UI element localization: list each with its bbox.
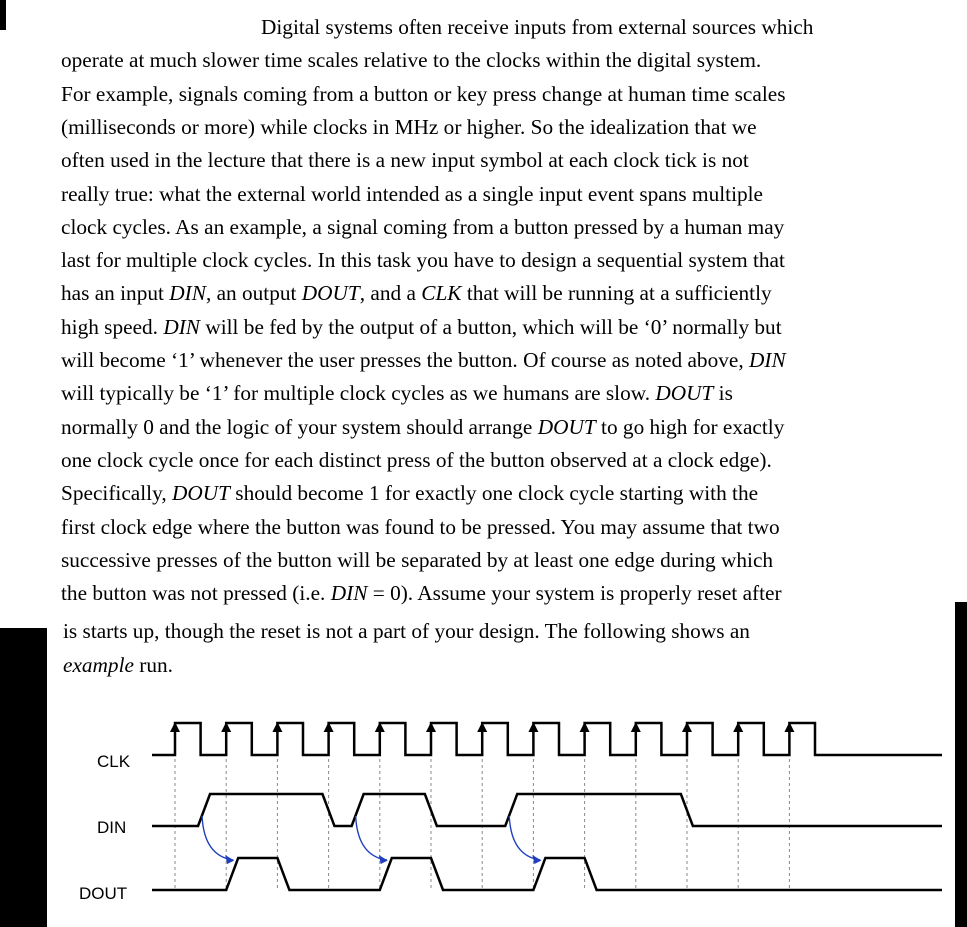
paragraph-line xyxy=(61,412,784,442)
paragraph-line xyxy=(61,512,780,542)
clk-waveform xyxy=(152,723,942,755)
paragraph-line xyxy=(61,345,786,375)
text-run: will be fed by the output of a button, which will be ‘0’ normally but xyxy=(200,314,782,339)
italic-term: DIN xyxy=(163,314,201,339)
text-run: Digital systems often receive inputs from external sources which xyxy=(261,15,814,39)
italic-term: DOUT xyxy=(655,381,714,406)
paragraph-line xyxy=(61,112,757,142)
clk-label: CLK xyxy=(97,752,131,771)
paragraph-line xyxy=(63,616,750,646)
text-run: last for multiple clock cycles. In this task you have to design a sequential system that xyxy=(61,248,785,273)
paragraph-line xyxy=(61,245,785,275)
text-run: successive presses of the button will be separated by at least one edge during which xyxy=(61,547,774,572)
timing-diagram xyxy=(0,687,967,927)
paragraph-line xyxy=(61,545,773,575)
din-waveform xyxy=(152,794,942,826)
text-run: Specifically, xyxy=(61,481,172,506)
paragraph-line xyxy=(61,179,763,209)
text-run: is xyxy=(713,381,733,406)
dout-waveform xyxy=(152,858,942,890)
paragraph-line xyxy=(61,378,733,408)
text-run: first clock edge where the button was found to be pressed. You may assume that two xyxy=(61,514,780,539)
paragraph-line xyxy=(61,145,749,175)
italic-term: DOUT xyxy=(171,481,230,506)
text-run: , an output xyxy=(205,281,302,306)
text-run: the button was not pressed (i.e. xyxy=(61,581,331,606)
text-run: really true: what the external world intended as a single input event spans multiple xyxy=(61,181,764,206)
paragraph-line xyxy=(61,578,782,608)
text-run: (milliseconds or more) while clocks in MHz or higher. So the idealization that we xyxy=(61,114,757,139)
text-run: clock cycles. As an example, a signal coming from a button pressed by a human may xyxy=(61,214,785,239)
italic-term: DIN xyxy=(330,581,368,606)
paragraph-line xyxy=(61,212,784,242)
text-run: should become 1 for exactly one clock cycle starting with the xyxy=(229,481,759,506)
causal-arrow xyxy=(202,816,233,860)
italic-term: DIN xyxy=(748,348,786,372)
paragraph-line xyxy=(61,45,761,75)
paragraph-line xyxy=(61,445,772,475)
paragraph-line xyxy=(61,278,772,308)
paragraph-line xyxy=(61,79,786,109)
paragraph-line xyxy=(63,650,173,680)
text-run: run. xyxy=(133,652,173,677)
italic-term: example xyxy=(63,652,134,677)
left-border-bar xyxy=(0,0,6,30)
italic-term: DIN xyxy=(169,281,206,306)
causal-arrow xyxy=(509,816,540,860)
text-run: often used in the lecture that there is a new input symbol at each clock tick is not xyxy=(61,148,749,173)
paragraph-line xyxy=(61,312,782,342)
text-run: normally 0 and the logic of your system should arrange xyxy=(61,414,538,439)
text-run: is starts up, though the reset is not a part of your design. The following shows an xyxy=(63,619,750,644)
text-run: one clock cycle once for each distinct press of the button observed at a clock edge). xyxy=(61,447,772,472)
text-run: has an input xyxy=(61,281,170,306)
text-run: that will be running at a sufficiently xyxy=(461,281,772,306)
causal-arrow xyxy=(356,816,387,860)
text-run: For example, signals coming from a button or key press change at human time scales xyxy=(61,81,786,106)
text-run: will typically be ‘1’ for multiple clock cycles as we humans are slow. xyxy=(61,381,656,406)
text-run: high speed. xyxy=(61,314,164,339)
paragraph-line xyxy=(261,12,813,42)
text-run: , and a xyxy=(359,281,422,306)
italic-term: DOUT xyxy=(301,281,360,306)
paragraph-line xyxy=(61,478,758,508)
text-run: operate at much slower time scales relative to the clocks within the digital system. xyxy=(61,48,762,73)
italic-term: CLK xyxy=(421,281,462,306)
din-label: DIN xyxy=(97,818,127,837)
dout-label: DOUT xyxy=(79,884,128,903)
text-run: will become ‘1’ whenever the user presses the button. Of course as noted above, xyxy=(61,348,749,372)
text-run: to go high for exactly xyxy=(595,414,785,439)
text-run: = 0). Assume your system is properly reset after xyxy=(367,581,782,606)
italic-term: DOUT xyxy=(537,414,596,439)
